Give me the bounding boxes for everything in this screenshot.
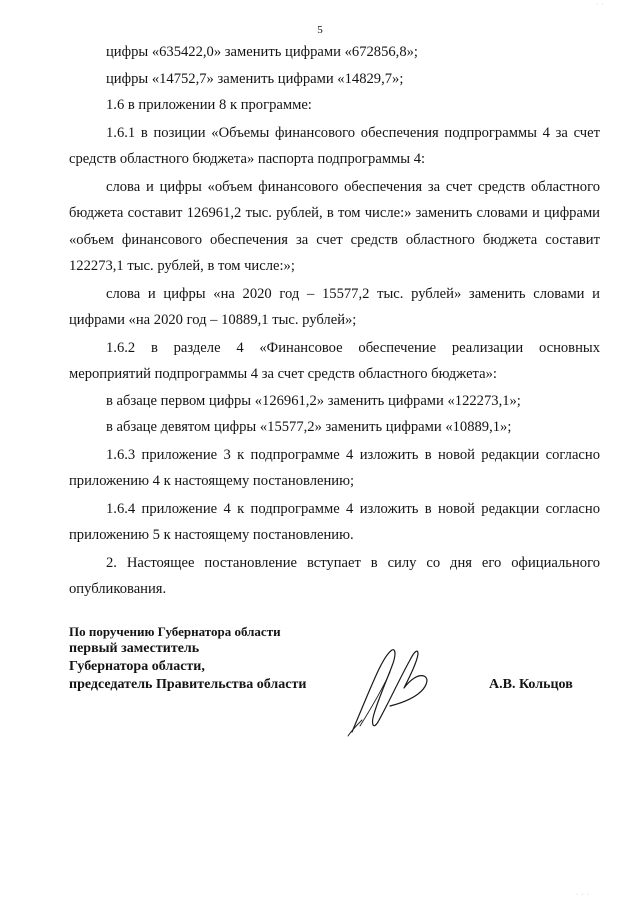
signature-title-line-1: первый заместитель <box>69 641 200 656</box>
paragraph: 1.6.3 приложение 3 к подпрограмме 4 изложить в новой редакции согласно приложению 4 к настоящему постановлению; <box>69 446 600 489</box>
signature-title-line-3: председатель Правительства области <box>69 677 307 692</box>
signature-title-line-2: Губернатора области, <box>69 659 205 674</box>
paragraph: 1.6 в приложении 8 к программе: <box>106 97 312 113</box>
corner-mark-bottom: · · · <box>576 892 590 898</box>
paragraph: 1.6.2 в разделе 4 «Финансовое обеспечение реализации основных мероприятий подпрограммы 4 за счет средств областного бюджета»: <box>69 339 600 382</box>
paragraph: в абзаце первом цифры «126961,2» заменить цифрами «122273,1»; <box>106 392 521 409</box>
paragraph: цифры «14752,7» заменить цифрами «14829,7»; <box>106 70 404 87</box>
paragraph: в абзаце девятом цифры «15577,2» заменить цифрами «10889,1»; <box>106 419 512 435</box>
paragraph: цифры «635422,0» заменить цифрами «672856,8»; <box>106 44 418 60</box>
document-body <box>69 39 600 603</box>
corner-mark-top: · · <box>596 2 605 8</box>
handwritten-signature <box>340 640 460 740</box>
page-number: 5 <box>317 24 323 36</box>
paragraph: 1.6.4 приложение 4 к подпрограмме 4 изложить в новой редакции согласно приложению 5 к настоящему постановлению. <box>69 500 600 543</box>
paragraph: 1.6.1 в позиции «Объемы финансового обеспечения подпрограммы 4 за счет средств областного бюджета» паспорта подпрограммы 4: <box>69 124 600 167</box>
signatory-name: А.В. Кольцов <box>489 677 573 692</box>
paragraph: слова и цифры «объем финансового обеспечения за счет средств областного бюджета составит 126961,2 тыс. рублей, в том числе:» заменить словами и цифрами «объем финансового обеспечения за счет средств областного бюджета составит 122273,1 тыс. рублей, в том числе:»; <box>69 178 600 274</box>
paragraph: слова и цифры «на 2020 год – 15577,2 тыс. рублей» заменить словами и цифрами «на 2020 год – 10889,1 тыс. рублей»; <box>69 285 600 328</box>
signature-on-behalf: По поручению Губернатора области <box>69 624 281 639</box>
paragraph: 2. Настоящее постановление вступает в силу со дня его официального опубликования. <box>69 554 600 597</box>
